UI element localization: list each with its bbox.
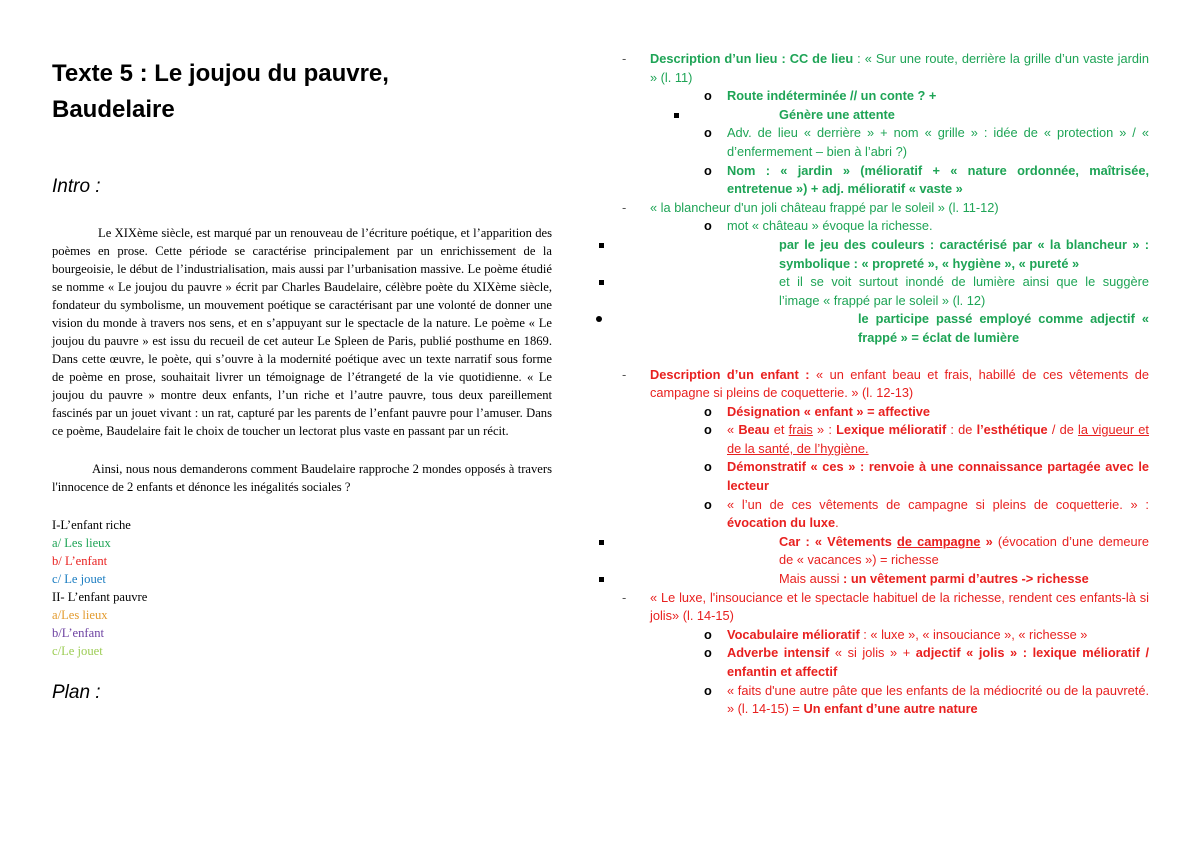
note-text: Mais aussi (779, 571, 840, 587)
note-luxe-point-3 (622, 682, 1149, 719)
note-chateau (622, 199, 1149, 218)
note-luxe-point-2 (622, 644, 1149, 681)
note-text: Car : « Vêtements (779, 533, 898, 549)
outline-item: a/Les lieux (52, 608, 108, 622)
intro-heading: Intro : (52, 176, 101, 197)
circle-bullet: o (704, 125, 712, 141)
note-text: Désignation « enfant » = affective (727, 403, 931, 419)
note-lieu (622, 50, 1149, 87)
circle-bullet: o (704, 403, 712, 419)
circle-bullet: o (704, 645, 712, 661)
note-text: : de (946, 422, 977, 438)
dot-bullet (596, 316, 602, 322)
note-text: Adv. de lieu « derrière » + nom « grille » : idée de « protection » / « d’enfermement – bien à l’abri ?) (727, 125, 1149, 159)
circle-bullet: o (704, 422, 712, 438)
square-bullet (599, 280, 604, 285)
note-text: : « luxe », « insouciance », « richesse » (859, 626, 1088, 642)
note-text: évocation du luxe (727, 515, 836, 531)
note-lieu-quote: : « Sur une route, derrière la grille d’un vaste jardin » (l. 11) (650, 51, 1149, 85)
note-luxe-quote: « Le luxe, l'insouciance et le spectacle habituel de la richesse, rendent ces enfants-là si jolis» (l. 14-15) (650, 589, 1149, 624)
note-luxe (622, 589, 1149, 626)
note-text: » (980, 533, 993, 549)
outline-item: b/ L’enfant (52, 554, 108, 568)
dash-bullet: - (622, 199, 627, 215)
outline-item: I-L’enfant riche (52, 518, 131, 532)
note-chateau-point-1 (622, 217, 1149, 236)
square-bullet (674, 113, 679, 118)
note-text: Nom : « jardin » (mélioratif + « nature ordonnée, maîtrisée, entretenue ») + adj. mélioratif « vaste » (727, 162, 1149, 197)
note-text: le participe passé employé comme adjectif « frappé » = éclat de lumière (858, 311, 1149, 345)
dash-bullet: - (622, 51, 627, 66)
note-text: « (727, 422, 739, 438)
note-text: Vocabulaire mélioratif (727, 626, 860, 642)
note-enfant-point-3 (622, 458, 1149, 495)
note-lieu-subpoint-1 (622, 106, 1149, 125)
note-enfant-point-2 (622, 421, 1149, 458)
dash-bullet: - (622, 589, 627, 605)
outline-list (52, 516, 552, 660)
note-text: (évocation d’une demeure de « vacances ») = richesse (779, 533, 1149, 568)
note-lieu-point-3 (622, 162, 1149, 199)
circle-bullet: o (704, 88, 712, 104)
note-enfant-quote: « un enfant beau et frais, habillé de ces vêtements de campagne si pleins de coquetterie. » (l. 12-13) (650, 366, 1149, 401)
note-lieu-point-1 (622, 87, 1149, 106)
circle-bullet: o (704, 682, 712, 698)
note-text: « l’un de ces vêtements de campagne si pleins de coquetterie. » : (727, 496, 1149, 512)
note-lieu-point-2 (622, 124, 1149, 161)
note-text: et il se voit surtout inondé de lumière ainsi que le suggère l’image « frappé par le soleil » (l. 12) (779, 274, 1149, 308)
note-text: par le jeu des couleurs : caractérisé par « la blancheur » : symbolique : « propreté », « hygiène », « pureté » (779, 236, 1149, 271)
note-text: . (835, 515, 839, 531)
plan-heading: Plan : (52, 682, 101, 703)
dash-bullet: - (622, 366, 627, 382)
note-text: Un enfant d’une autre nature (803, 701, 978, 717)
spacer (622, 348, 1149, 366)
outline-item: c/ Le jouet (52, 572, 106, 586)
title-line-1: Texte 5 : Le joujou du pauvre, (52, 60, 389, 87)
square-bullet (599, 540, 604, 545)
note-text: frais (788, 422, 813, 438)
intro-paragraph-1: Le XIXème siècle, est marqué par un renouveau de l’écriture poétique, et l’apparition des poèmes en prose. Cette période se caractérise principalement par un enrichissement de la bourgeoisie, le début de l’industrialisation, mais aussi par l’urbanisation massive. Le poème étudié se nomme « Le joujou du pauvre » écrit par Charles Baudelaire, célèbre poète du XIXème siècle, fondateur du symbolisme, un mouvement poétique se caractérisant par une volonté de donner une vision du monde à travers nos sens, et en s’appuyant sur le spectacle de la nature. Le poème « Le joujou du pauvre » est issu du recueil de cet auteur Le Spleen de Paris, publié posthume en 1869. Dans cette œuvre, le poète, qui s’ouvre à la modernité poétique avec un texte narratif sous forme de poème en prose, souhaitait livrer un témoignage de l’étrangeté de la vie quotidienne. « Le joujou du pauvre » montre deux enfants, l’un riche et l’autre pauvre, tous deux pareillement fascinés par un jouet vivant : un rat, capturé par les parents de l’enfant pauvre pour l’amuser. Dans ce poème, Baudelaire fait le choix de toucher un lectorat plus vaste en passant par un récit. (52, 226, 552, 438)
note-text: l’esthétique (976, 422, 1048, 438)
note-text: Beau (738, 422, 770, 438)
note-text: mot « château » évoque la richesse. (727, 218, 933, 234)
circle-bullet: o (704, 626, 712, 642)
note-enfant-subpoint-2 (622, 570, 1149, 589)
note-text: Génère une attente (779, 106, 895, 122)
note-text: adjectif « jolis » : lexique mélioratif / enfantin et affectif (727, 645, 1149, 679)
note-enfant (622, 366, 1149, 403)
note-text: / de (1047, 422, 1079, 438)
intro-paragraph-2: Ainsi, nous nous demanderons comment Baudelaire rapproche 2 mondes opposés à travers l'innocence de 2 enfants et dénonce les inégalités sociales ? (52, 462, 552, 494)
square-bullet (599, 577, 604, 582)
note-text: Lexique mélioratif (836, 422, 947, 438)
note-luxe-point-1 (622, 626, 1149, 645)
left-column (52, 56, 552, 704)
circle-bullet: o (704, 496, 712, 512)
circle-bullet: o (704, 218, 712, 234)
note-enfant-point-4 (622, 496, 1149, 533)
page-title (52, 56, 552, 128)
note-text: : un vêtement parmi d’autres -> richesse (839, 571, 1089, 587)
note-chateau-detail-1 (622, 310, 1149, 347)
note-enfant-point-1 (622, 403, 1149, 422)
square-bullet (599, 243, 604, 248)
note-text: la vigueur et de la santé, de l’hygiène. (727, 422, 1149, 456)
outline-item: II- L’enfant pauvre (52, 590, 148, 604)
note-text: Adverbe intensif (727, 645, 830, 661)
note-chateau-subpoint-2 (622, 273, 1149, 310)
outline-item: a/ Les lieux (52, 536, 111, 550)
circle-bullet: o (704, 459, 712, 475)
note-text: de campagne (897, 533, 981, 549)
note-lieu-heading: Description d’un lieu : CC de lieu (650, 51, 854, 66)
note-chateau-subpoint-1 (622, 236, 1149, 273)
title-line-2: Baudelaire (52, 96, 175, 123)
circle-bullet: o (704, 162, 712, 178)
note-text: « faits d'une autre pâte que les enfants de la médiocrité ou de la pauvreté. » (l. 14-15) = (727, 682, 1149, 717)
right-column-notes (622, 50, 1149, 719)
note-chateau-quote: « la blancheur d'un joli château frappé par le soleil » (l. 11-12) (650, 199, 999, 215)
note-text: « si jolis » + (829, 645, 916, 661)
outline-item: b/L’enfant (52, 626, 104, 640)
note-text: et (769, 422, 789, 438)
outline-item: c/Le jouet (52, 644, 103, 658)
note-text: Route indéterminée // un conte ? + (727, 88, 937, 104)
note-enfant-subpoint-1 (622, 533, 1149, 570)
note-enfant-heading: Description d’un enfant : (650, 366, 810, 382)
note-text: » : (812, 422, 837, 438)
note-text: Démonstratif « ces » : renvoie à une connaissance partagée avec le lecteur (727, 459, 1149, 494)
